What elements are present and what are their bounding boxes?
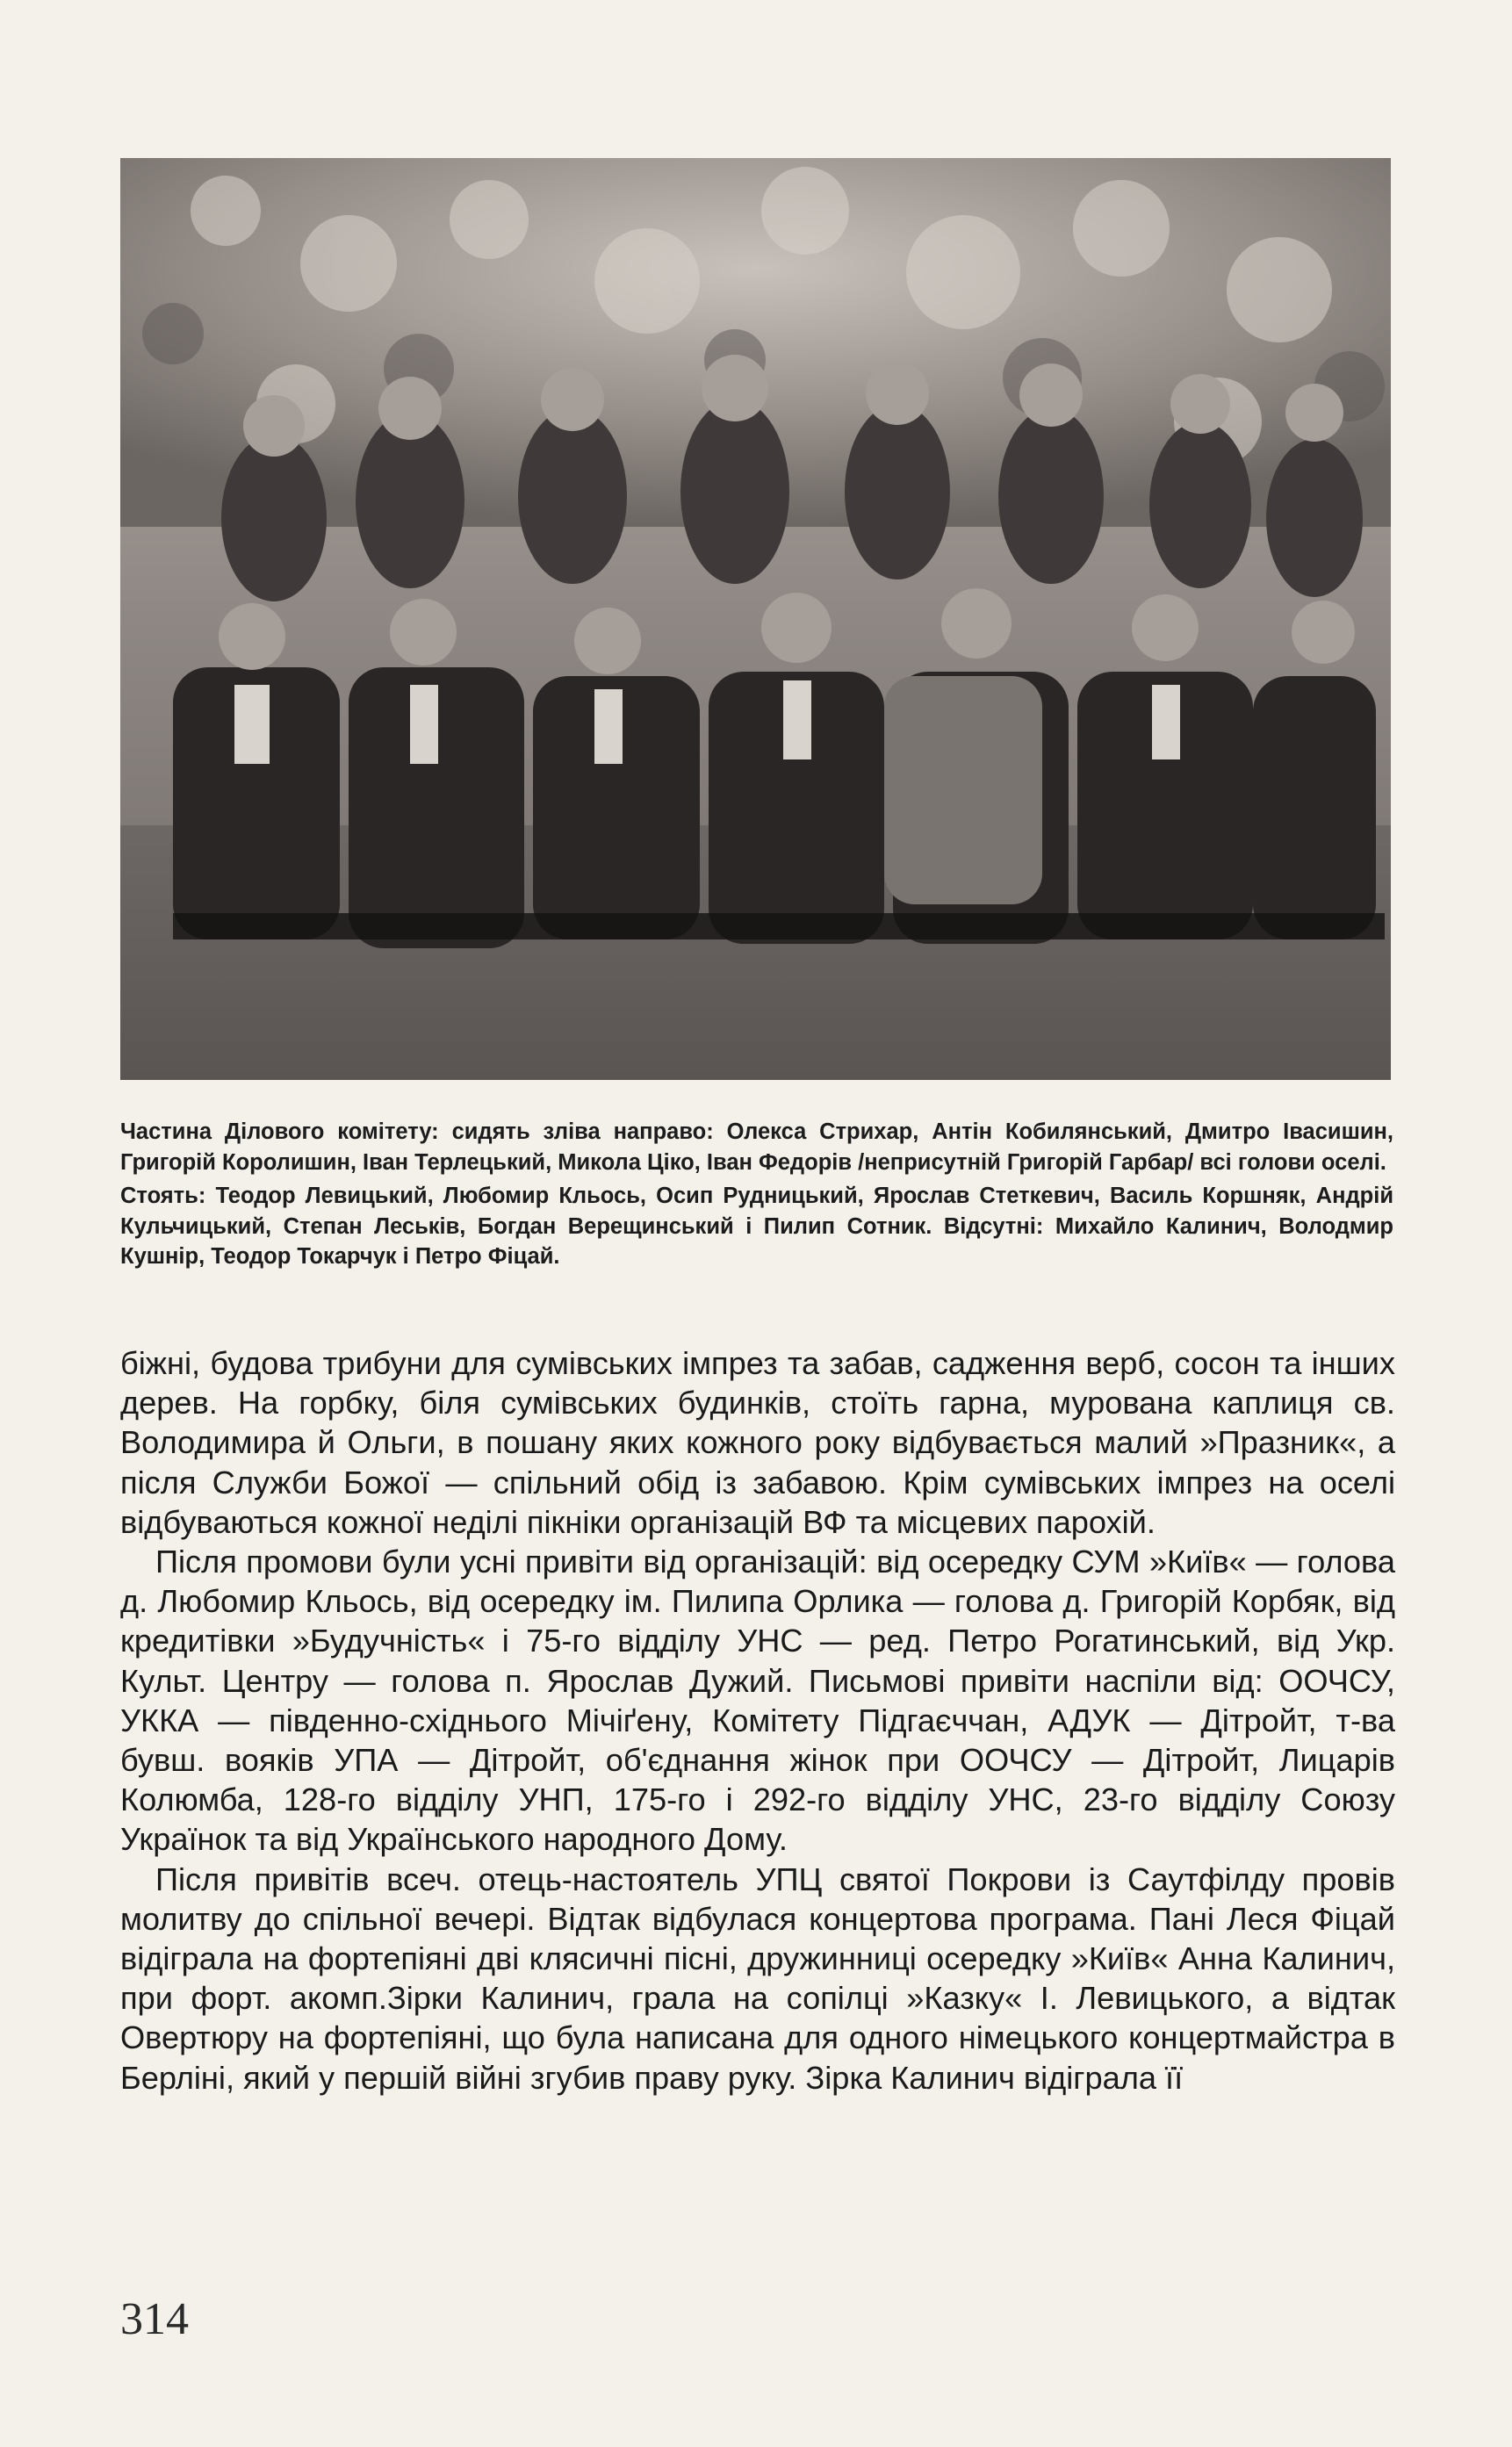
paragraph: біжні, будова трибуни для сумівських імпрез та забав, садження верб, сосон та інших дерев. На горбку, біля сумівських будинків, стоїть гарна, мурована каплиця св. Володимира й Ольги, в пошану яких кожного року відбувається малий »Празник«, а після Служби Божої — спільний обід із забавою. Крім сумівських імпрез на оселі відбуваються кожної неділі пікніки організацій ВФ та місцевих парохій. [120, 1345, 1395, 1540]
photo-caption [120, 1117, 1393, 1276]
group-photo-illustration [120, 158, 1391, 1080]
body-text [120, 1343, 1395, 2098]
paragraph: Після промови були усні привіти від організацій: від осередку СУМ »Київ« — голова д. Любомир Кльось, від осередку ім. Пилипа Орлика — голова д. Григорій Корбяк, від кредитівки »Будучність« і 75-го відділу УНС — ред. Петро Рогатинський, від Укр. Культ. Центру — голова п. Ярослав Дужий. Письмові привіти наспіли від: ООЧСУ, УККА — південно-східнього Мічіґену, Комітету Підгаєччан, АДУК — Дітройт, т-ва бувш. вояків УПА — Дітройт, об'єднання жінок при ООЧСУ — Дітройт, Лицарів Колюмба, 128-го відділу УНП, 175-го і 292-го відділу УНС, 23-го відділу Союзу Українок та від Українського народного Дому. [120, 1544, 1395, 1858]
caption-standing: Стоять: Теодор Левицький, Любомир Кльось, Осип Рудницький, Ярослав Стеткевич, Василь Коршняк, Андрій Кульчицький, Степан Леськів, Богдан Верещинський і Пилип Сотник. Відсутні: Михайло Калинич, Володмир Кушнір, Теодор Токарчук і Петро Фіцай. [120, 1184, 1393, 1270]
caption-seated: сидять зліва направо: Олекса Стрихар, Антін Кобилянський, Дмитро Івасишин, Григорій Королишин, Іван Терлецький, Микола Ціко, Іван Федорів /неприсутній Григорій Гарбар/ всі голови оселі. [120, 1119, 1394, 1175]
caption-seated-paragraph [120, 1117, 1393, 1177]
group-photo [120, 158, 1391, 1080]
page-number: 314 [120, 2294, 189, 2344]
caption-lead: Частина Ділового комітету: [120, 1119, 439, 1144]
paragraph: Після привітів всеч. отець-настоятель УПЦ святої Покрови із Саутфілду провів молитву до спільної вечері. Відтак відбулася концертова програма. Пані Леся Фіцай відіграла на фортепіяні дві клясичні пісні, дружинниці осередку »Київ« Анна Калинич, при форт. акомп.Зірки Калинич, грала на сопілці »Казку« І. Левицького, а відтак Овертюру на фортепіяні, що була написана для одного німецького концертмайстра в Берліні, який у першій війні згубив праву руку. Зірка Калинич відіграла її [120, 1860, 1395, 2096]
